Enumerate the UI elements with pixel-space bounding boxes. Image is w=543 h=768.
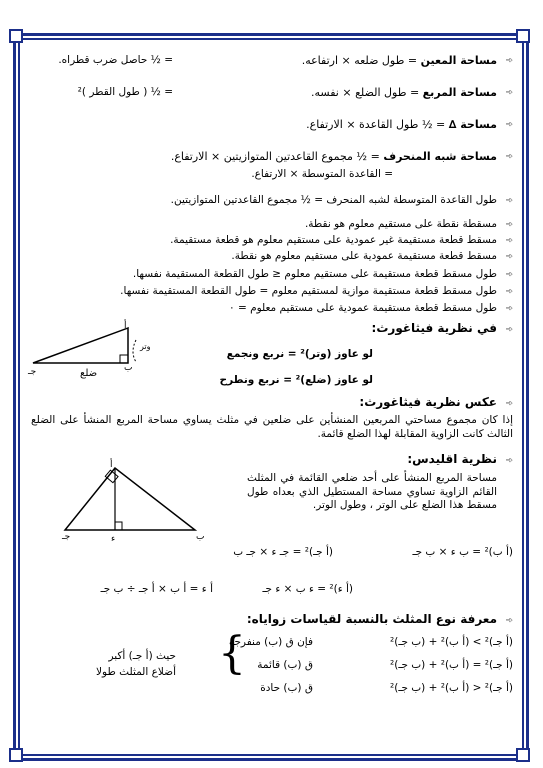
pythagoras-hyp-rule: لو عاوز (وتر)² = نربع ونجمع: [226, 348, 373, 360]
bullet-icon: ➾: [505, 220, 513, 230]
converse-text: إذا كان مجموع مساحتي المربعين المنشأين على ضلعين في مثلث يساوي مساحة المربع المنشأ على الضلع الثالث كانت الزاوية المقابلة لهذا الضلع قائمة.: [31, 414, 513, 440]
projection-item: مسقط قطعة مستقيمة غير عمودية على مستقيم معلوم هو قطعة مستقيمة.: [170, 234, 497, 246]
projection-item: مسقط قطعة مستقيمة عمودية على مستقيم معلوم هو نقطة.: [231, 250, 497, 262]
bullet-icon: ➾: [505, 120, 513, 130]
euclid-eq: (أ ء)² = ء ب × ء جـ: [262, 583, 353, 595]
brace-icon: {: [218, 628, 246, 679]
border-corner: [516, 748, 530, 762]
classify-result: ق (ب) حادة: [260, 682, 313, 694]
border-corner: [516, 29, 530, 43]
projection-item: طول مسقط قطعة مستقيمة على مستقيم معلوم ≤ طول القطعة المستقيمة نفسها.: [132, 268, 497, 280]
trapezoid-area-alt: = القاعدة المتوسطة × الارتفاع.: [251, 168, 393, 180]
euclid-heading: نظرية اقليدس:: [407, 452, 497, 466]
converse-heading: عكس نظرية فيثاغورث:: [359, 395, 497, 409]
vertex-label: أ: [110, 460, 113, 470]
bullet-icon: ➾: [505, 399, 513, 409]
bullet-icon: ➾: [505, 456, 513, 466]
vertex-label: ب: [196, 532, 205, 542]
euclid-triangle-figure: [60, 460, 205, 540]
square-area-alt: = ½ ( طول القطر )²: [77, 86, 173, 98]
bullet-icon: ➾: [505, 252, 513, 262]
rhombus-area-alt: = ½ حاصل ضرب قطراه.: [58, 54, 173, 66]
classify-condition: (أ جـ)² = (أ ب)² + (ب جـ)²: [390, 659, 513, 671]
bullet-icon: ➾: [505, 152, 513, 162]
side-label: ضلع: [80, 368, 98, 379]
bullet-icon: ➾: [505, 196, 513, 206]
classify-note: حيث (أ جـ) أكبر: [108, 650, 176, 662]
euclid-text: مساحة المربع المنشأ على أحد ضلعي القائمة في المثلث القائم الزاوية تساوي مساحة المستطيل الذي بعداه طول مسقط هذا الضلع على الوتر ، وطول الوتر.: [247, 472, 497, 511]
euclid-eq: أ ء = أ ب × أ جـ ÷ ب جـ: [100, 583, 213, 595]
bullet-icon: ➾: [505, 88, 513, 98]
vertex-label: جـ: [62, 532, 71, 542]
rhombus-area: مساحة المعين = طول ضلعه × ارتفاعه.: [301, 54, 497, 67]
euclid-eq: (أ ب)² = ب ء × ب جـ: [412, 546, 513, 558]
bullet-icon: ➾: [505, 270, 513, 280]
bullet-icon: ➾: [505, 56, 513, 66]
euclid-eq: (أ جـ)² = جـ ء × جـ ب: [233, 546, 333, 558]
pythagoras-heading: في نظرية فيثاغورث:: [371, 321, 497, 335]
projection-item: طول مسقط قطعة مستقيمة موازية لمستقيم معلوم = طول القطعة المستقيمة نفسها.: [120, 285, 497, 297]
vertex-label: ء: [111, 534, 116, 544]
classify-result: فإن ق (ب) منفرجة: [228, 636, 313, 648]
median-base: طول القاعدة المتوسطة لشبه المنحرف = ½ مجموع القاعدتين المتوازيتين.: [170, 194, 497, 206]
classify-result: ق (ب) قائمة: [257, 659, 313, 671]
classify-heading: معرفة نوع المثلث بالنسبة لقياسات زواياه:: [246, 612, 497, 626]
square-area: مساحة المربع = طول الضلع × نفسه.: [311, 86, 497, 99]
bullet-icon: ➾: [505, 287, 513, 297]
bullet-icon: ➾: [505, 304, 513, 314]
bullet-icon: ➾: [505, 325, 513, 335]
vertex-label: جـ: [28, 367, 37, 377]
pythagoras-side-rule: لو عاوز (ضلع)² = نربع ونطرح: [219, 374, 373, 386]
side-label: وتر: [140, 342, 151, 351]
triangle-area: مساحة ∆ = ½ طول القاعدة × الارتفاع.: [306, 118, 497, 131]
bullet-icon: ➾: [505, 236, 513, 246]
projection-item: طول مسقط قطعة مستقيمة عمودية على مستقيم معلوم = ٠: [228, 302, 497, 314]
bullet-icon: ➾: [505, 616, 513, 626]
vertex-label: أ: [124, 321, 127, 331]
classify-note: أضلاع المثلث طولا: [96, 666, 176, 678]
trapezoid-area: مساحة شبه المنحرف = ½ مجموع القاعدتين المتوازيتين × الارتفاع.: [170, 150, 497, 163]
border-corner: [9, 29, 23, 43]
vertex-label: ب: [124, 363, 133, 373]
border-corner: [9, 748, 23, 762]
projection-item: مسقطة نقطة على مستقيم معلوم هو نقطة.: [304, 218, 497, 230]
classify-condition: (أ جـ)² > (أ ب)² + (ب جـ)²: [390, 636, 513, 648]
classify-condition: (أ جـ)² < (أ ب)² + (ب جـ)²: [390, 682, 513, 694]
